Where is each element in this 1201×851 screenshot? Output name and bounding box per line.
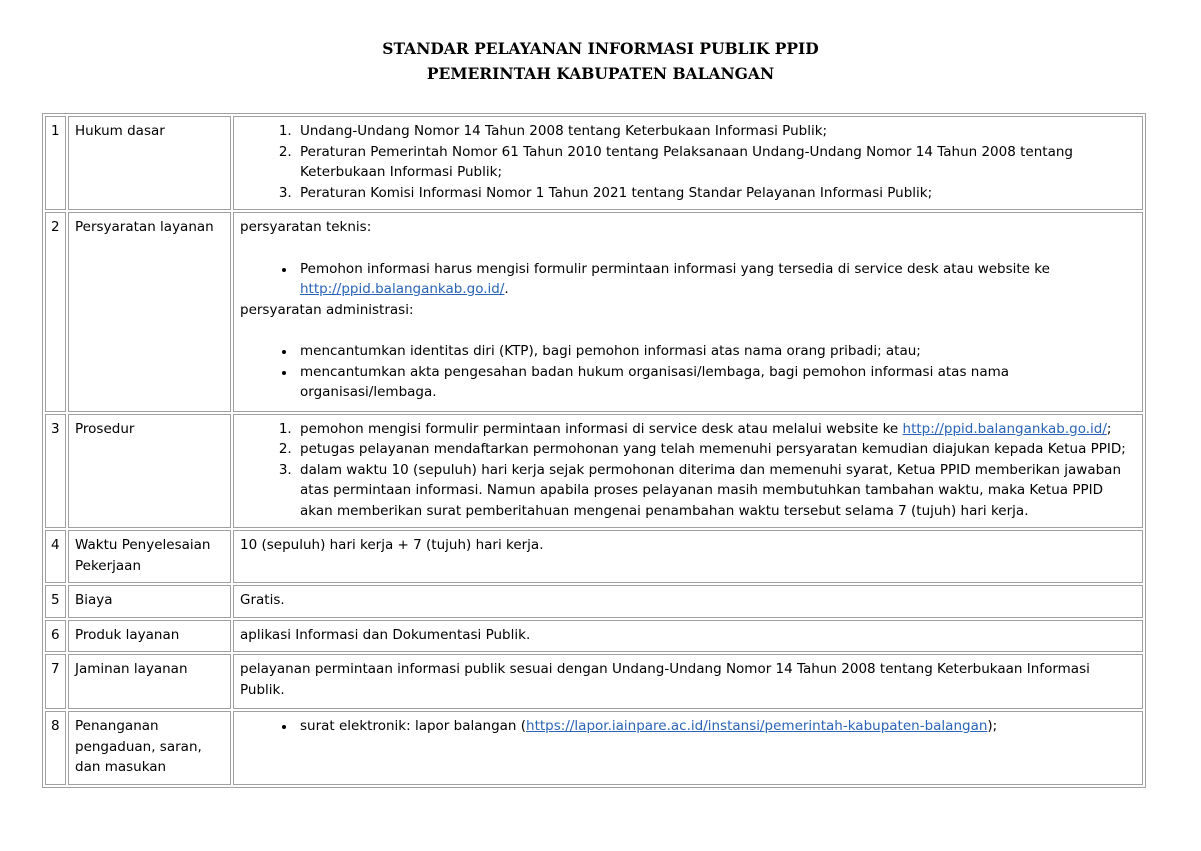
list-item	[296, 419, 1137, 440]
row-label: Prosedur	[68, 414, 231, 529]
row-number: 4	[45, 530, 66, 583]
list-item: • mencantumkan identitas diri (KTP), bagi pemohon informasi atas nama orang pribadi; atau;	[296, 341, 1137, 362]
table-row	[45, 585, 1143, 618]
list-item	[296, 259, 1137, 300]
item-text: ;	[1106, 420, 1112, 437]
list-item: 3. dalam waktu 10 (sepuluh) hari kerja sejak permohonan diterima dan memenuhi syarat, Ketua PPID memberikan jawaban atas permintaan informasi. Namun apabila proses pelayanan masih membutuhkan tambahan waktu, maka Ketua PPID akan memberikan surat pemberitahuan mengenai penambahan waktu tersebut selama 7 (tujuh) hari kerja.	[296, 460, 1137, 522]
row-content	[233, 711, 1143, 785]
list-item: 2. petugas pelayanan mendaftarkan permohonan yang telah memenuhi persyaratan kemudian diajukan kepada Ketua PPID;	[296, 439, 1137, 460]
row-label: Jaminan layanan	[68, 654, 231, 709]
row-content: Gratis.	[233, 585, 1143, 618]
list-item: • mencantumkan akta pengesahan badan hukum organisasi/lembaga, bagi pemohon informasi atas nama organisasi/lembaga.	[296, 362, 1137, 403]
table-row	[45, 711, 1143, 785]
administrative-requirements-heading: persyaratan administrasi:	[240, 301, 414, 318]
title-line-1: STANDAR PELAYANAN INFORMASI PUBLIK PPID	[382, 39, 819, 58]
technical-requirements-heading: persyaratan teknis:	[240, 219, 372, 235]
row-content	[233, 212, 1143, 412]
row-content	[233, 414, 1143, 529]
table-row	[45, 116, 1143, 210]
item-text: pemohon mengisi formulir permintaan informasi di service desk atau melalui website ke	[300, 420, 903, 437]
row-number: 7	[45, 654, 66, 709]
table-row	[45, 414, 1143, 529]
table-row	[45, 620, 1143, 653]
lapor-balangan-link[interactable]: https://lapor.iainpare.ac.id/instansi/pemerintah-kabupaten-balangan	[526, 718, 988, 734]
document-title	[0, 36, 1201, 86]
row-number: 1	[45, 116, 66, 210]
administrative-requirements-list	[240, 341, 1137, 403]
ppid-website-link[interactable]: http://ppid.balangankab.go.id/	[902, 420, 1107, 437]
standard-service-table	[42, 113, 1146, 788]
row-content	[233, 116, 1143, 210]
row-label: Produk layanan	[68, 620, 231, 653]
row-label: Penanganan pengaduan, saran, dan masukan	[68, 711, 231, 785]
legal-basis-list	[240, 121, 1137, 203]
row-number: 8	[45, 711, 66, 785]
item-text: surat elektronik: lapor balangan (	[300, 718, 527, 734]
table-row	[45, 530, 1143, 583]
item-text: .	[504, 281, 509, 297]
row-label: Hukum dasar	[68, 116, 231, 210]
table-row	[45, 212, 1143, 412]
row-content: 10 (sepuluh) hari kerja + 7 (tujuh) hari kerja.	[233, 530, 1143, 583]
row-content: pelayanan permintaan informasi publik sesuai dengan Undang-Undang Nomor 14 Tahun 2008 tentang Keterbukaan Informasi Publik.	[233, 654, 1143, 709]
item-text: );	[987, 718, 998, 734]
table-row	[45, 654, 1143, 709]
row-number: 6	[45, 620, 66, 653]
row-number: 3	[45, 414, 66, 529]
row-label: Biaya	[68, 585, 231, 618]
row-number: 2	[45, 212, 66, 412]
title-line-2: PEMERINTAH KABUPATEN BALANGAN	[426, 64, 775, 83]
list-item	[296, 716, 1137, 737]
list-item: 1. Undang-Undang Nomor 14 Tahun 2008 tentang Keterbukaan Informasi Publik;	[296, 121, 1137, 142]
list-item: 3. Peraturan Komisi Informasi Nomor 1 Tahun 2021 tentang Standar Pelayanan Informasi Publik;	[296, 183, 1137, 204]
ppid-website-link[interactable]: http://ppid.balangankab.go.id/	[300, 281, 505, 297]
row-content: aplikasi Informasi dan Dokumentasi Publik.	[233, 620, 1143, 653]
list-item: 2. Peraturan Pemerintah Nomor 61 Tahun 2010 tentang Pelaksanaan Undang-Undang Nomor 14 Tahun 2008 tentang Keterbukaan Informasi Publik;	[296, 142, 1137, 183]
row-label: Waktu Penyelesaian Pekerjaan	[68, 530, 231, 583]
technical-requirements-list	[240, 259, 1137, 300]
item-text: Pemohon informasi harus mengisi formulir permintaan informasi yang tersedia di service desk atau website ke	[300, 260, 1050, 277]
procedure-list	[240, 419, 1137, 522]
complaints-channel-list	[240, 716, 1137, 737]
row-label: Persyaratan layanan	[68, 212, 231, 412]
row-number: 5	[45, 585, 66, 618]
